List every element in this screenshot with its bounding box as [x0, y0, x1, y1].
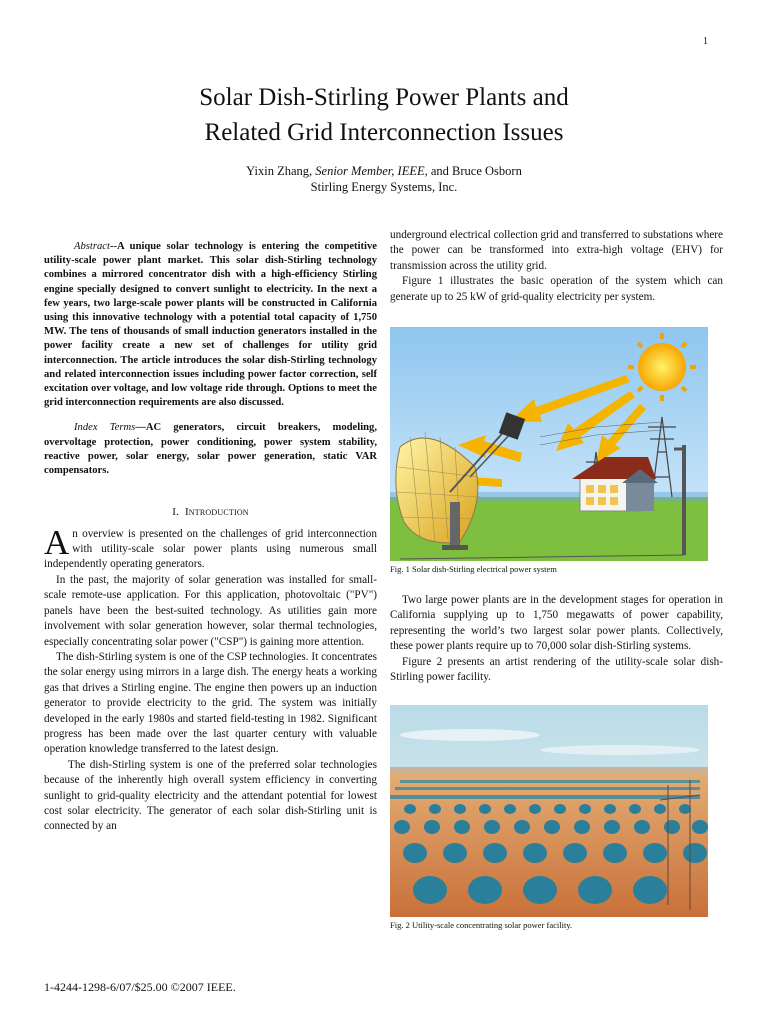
paper-title — [0, 80, 768, 150]
affiliation: Stirling Energy Systems, Inc. — [310, 180, 458, 194]
sun-icon — [628, 333, 696, 401]
right-paragraph-3: Two large power plants are in the development stages for operation in California supplying up to 1,750 megawatts of power capability, representing the world’s two largest solar power plants. Collectively, these power plants require up to 70,000 solar dish-Stirling systems. — [390, 594, 723, 653]
right-paragraph-2: Figure 1 illustrates the basic operation of the system which can generate up to 25 kW of grid-quality electricity per system. — [390, 275, 723, 303]
solar-facility-rendering — [390, 705, 708, 917]
solar-dish-system-illustration — [390, 327, 708, 561]
intro-paragraph-4: The dish-Stirling system is one of the preferred solar technologies because of the inherently high overall system efficiency in converting sunlight to grid-quality electricity and the attendant potential for lowest cost solar electricity. The generator of each solar dish-Stirling unit is connected by an — [44, 758, 377, 833]
section-heading-introduction — [44, 505, 377, 520]
abstract-label: Abstract — [74, 241, 110, 252]
title-line-2: Related Grid Interconnection Issues — [204, 119, 564, 146]
intro-paragraph-2: In the past, the majority of solar generation was installed for small-scale remote-use application. For this application, photovoltaic ("PV") panels have been the best-suited technology. As utilities gain more involvement with solar generation however, solar thermal technologies, especially concentrating solar power ("CSP") is gaining more attention. — [44, 573, 377, 648]
figure-1-caption: Fig. 1 Solar dish-Stirling electrical power system — [390, 564, 557, 575]
abstract — [44, 240, 377, 410]
figure-2 — [390, 705, 708, 931]
author-line — [0, 163, 768, 179]
figure-1 — [390, 327, 708, 575]
copyright-footer: 1-4244-1298-6/07/$25.00 ©2007 IEEE. — [44, 980, 236, 994]
page-number: 1 — [703, 36, 708, 47]
left-column — [44, 240, 377, 835]
author-rest: , and Bruce Osborn — [424, 164, 522, 178]
drop-cap: A — [44, 522, 70, 562]
author-block — [0, 163, 768, 195]
index-terms-label: Index Terms — [74, 422, 136, 434]
intro-paragraph-3: The dish-Stirling system is one of the CSP technologies. It concentrates the solar energy using mirrors in a large dish. The energy heats a working gas that drives a Stirling engine. The engine then powers up an induction generator to provide electricity to the grid. The system was initially developed in the early 1980s and started field-testing in 1982. Significant progress has been made over the last quarter century with valuable operation knowledge transferred to the latest design. — [44, 650, 377, 756]
index-terms-text: —AC generators, circuit breakers, modeling, overvoltage protection, power conditioning, power system stability, reactive power, solar energy, solar power generation, static VAR compensators. — [44, 422, 377, 477]
section-number: I. — [172, 506, 180, 519]
right-paragraph-1: underground electrical collection grid and transferred to substations where the power can be transformed into extra-high voltage (EHV) for transmission across the utility grid. — [390, 229, 723, 272]
intro-p1-text: n overview is presented on the challenges of grid interconnection with utility-scale solar power plants using numerous small independently operating generators. — [44, 527, 377, 571]
right-column — [390, 228, 723, 931]
author-name-1: Yixin Zhang, — [246, 164, 316, 178]
section-title: Introduction — [184, 506, 249, 519]
right-paragraph-4: Figure 2 presents an artist rendering of the utility-scale solar dish-Stirling power facility. — [390, 655, 723, 684]
abstract-text: --A unique solar technology is entering the competitive utility-scale power plant market. This solar dish-Stirling technology combines a mirrored concentrator dish with a high-efficiency Stirling engine specially designed to convert sunlight to electricity. In the next a few years, two large-scale power plants will be constructed in California using this innovative technology with a potential total capacity of 1,750 MW. The tens of thousands of small induction generators installed in the power facility create a new set of challenges for utility grid interconnection. The article introduces the solar dish-Stirling technology and related interconnection issues including power factor correction, self excitation over voltage, and low voltage ride through. Options to meet the grid interconnection requirements are also discussed. — [44, 241, 377, 409]
author-title-1: Senior Member, IEEE — [315, 164, 425, 178]
figure-2-caption: Fig. 2 Utility-scale concentrating solar power facility. — [390, 920, 573, 931]
index-terms — [44, 421, 377, 478]
utility-pole — [682, 445, 686, 555]
title-line-1: Solar Dish-Stirling Power Plants and — [199, 84, 569, 111]
intro-paragraph-1 — [44, 522, 377, 573]
